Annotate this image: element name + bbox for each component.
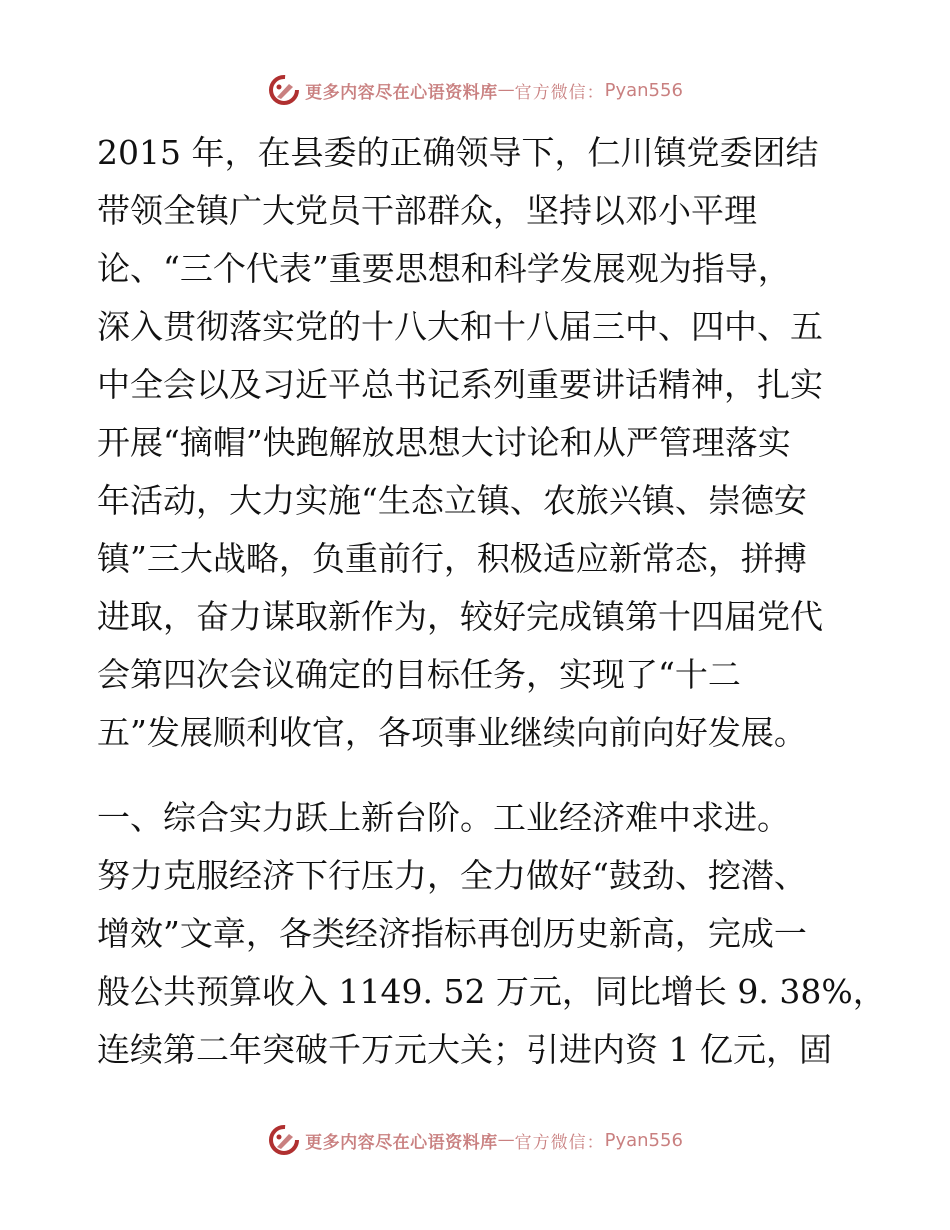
body-line: 深入贯彻落实党的十八大和十八届三中、四中、五 xyxy=(97,307,823,346)
footer-watermark-inner xyxy=(267,1123,683,1157)
body-line: 论、“三个代表”重要思想和科学发展观为指导， xyxy=(97,249,791,288)
body-line: 镇”三大战略，负重前行，积极适应新常态，拼搏 xyxy=(97,539,807,578)
banner-main-text: 更多内容尽在心语资料库 xyxy=(305,82,498,103)
body-line: 会第四次会议确定的目标任务，实现了“十二 xyxy=(97,655,741,694)
body-line: 2015 年，在县委的正确领导下，仁川镇党委团结 xyxy=(97,133,819,172)
body-line: 般公共预算收入 1149. 52 万元，同比增长 9. 38%， xyxy=(97,972,886,1011)
banner-wechat-label: 官方微信： xyxy=(514,1132,605,1153)
ring-logo-icon xyxy=(267,1123,301,1157)
header-watermark-banner xyxy=(0,70,950,110)
footer-watermark-banner xyxy=(0,1120,950,1160)
body-line: 进取，奋力谋取新作为，较好完成镇第十四届党代 xyxy=(97,597,823,636)
body-line: 增效”文章，各类经济指标再创历史新高，完成一 xyxy=(97,914,807,953)
banner-wechat-id: Pyan556 xyxy=(604,79,683,101)
body-line: 中全会以及习近平总书记系列重要讲话精神，扎实 xyxy=(97,365,823,404)
banner-wechat-label: 官方微信： xyxy=(514,82,605,103)
banner-dash: — xyxy=(497,80,515,100)
banner-main-text: 更多内容尽在心语资料库 xyxy=(305,1132,498,1153)
body-line: 带领全镇广大党员干部群众，坚持以邓小平理 xyxy=(97,191,757,230)
body-line: 开展“摘帽”快跑解放思想大讨论和从严管理落实 xyxy=(97,423,791,462)
body-line: 五”发展顺利收官，各项事业继续向前向好发展。 xyxy=(97,713,807,752)
ring-logo-icon xyxy=(267,73,301,107)
body-line: 一、综合实力跃上新台阶。工业经济难中求进。 xyxy=(97,798,790,837)
banner-wechat-id: Pyan556 xyxy=(604,1129,683,1151)
banner-dash: — xyxy=(497,1130,515,1150)
body-line: 年活动，大力实施“生态立镇、农旅兴镇、崇德安 xyxy=(97,481,807,520)
body-line: 努力克服经济下行压力，全力做好“鼓劲、挖潜、 xyxy=(97,856,807,895)
body-line: 连续第二年突破千万元大关；引进内资 1 亿元，固 xyxy=(97,1030,832,1069)
header-watermark-inner xyxy=(267,73,683,107)
